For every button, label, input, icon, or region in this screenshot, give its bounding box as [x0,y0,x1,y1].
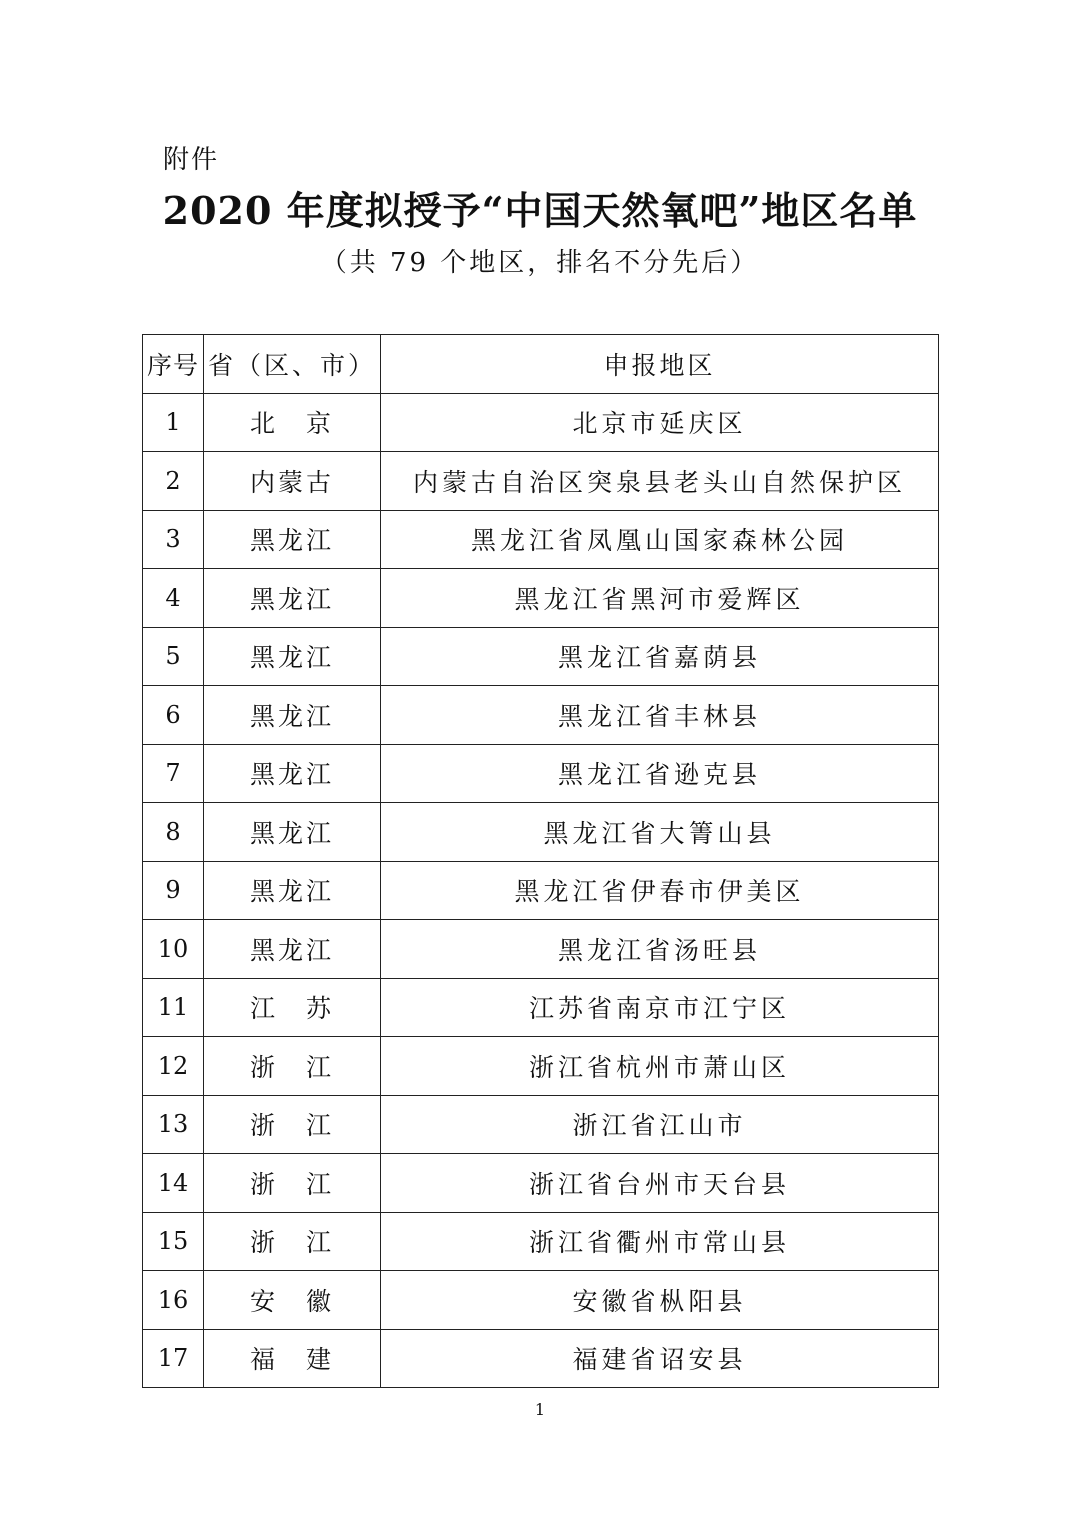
row-serial-number: 13 [143,1095,204,1154]
row-region: 黑龙江省嘉荫县 [381,627,939,686]
row-serial-number: 10 [143,920,204,979]
table-row [143,1329,939,1388]
table-row [143,861,939,920]
row-province: 黑龙江 [204,861,381,920]
row-serial-number: 2 [143,452,204,511]
table-row [143,1154,939,1213]
table-row [143,1095,939,1154]
row-serial-number: 11 [143,978,204,1037]
row-region: 黑龙江省汤旺县 [381,920,939,979]
row-province: 北 京 [204,393,381,452]
row-serial-number: 3 [143,510,204,569]
row-province: 浙 江 [204,1095,381,1154]
table-header-row [143,335,939,394]
row-province: 浙 江 [204,1212,381,1271]
row-region: 黑龙江省伊春市伊美区 [381,861,939,920]
row-serial-number: 4 [143,569,204,628]
table-row [143,1212,939,1271]
row-serial-number: 14 [143,1154,204,1213]
row-serial-number: 5 [143,627,204,686]
table-row [143,393,939,452]
header-province: 省（区、市） [204,335,381,394]
row-province: 黑龙江 [204,569,381,628]
row-province: 内蒙古 [204,452,381,511]
row-region: 北京市延庆区 [381,393,939,452]
row-region: 江苏省南京市江宁区 [381,978,939,1037]
row-region: 浙江省台州市天台县 [381,1154,939,1213]
row-region: 黑龙江省逊克县 [381,744,939,803]
table-row [143,1271,939,1330]
row-region: 浙江省江山市 [381,1095,939,1154]
row-region: 黑龙江省丰林县 [381,686,939,745]
table-row [143,510,939,569]
row-province: 浙 江 [204,1037,381,1096]
row-region: 福建省诏安县 [381,1329,939,1388]
header-region: 申报地区 [381,335,939,394]
table-row [143,978,939,1037]
row-region: 黑龙江省大箐山县 [381,803,939,862]
table-row [143,1037,939,1096]
row-serial-number: 8 [143,803,204,862]
table-row [143,627,939,686]
region-table [142,334,939,1388]
row-province: 江 苏 [204,978,381,1037]
document-title: 2020 年度拟授予“中国天然氧吧”地区名单 [162,188,918,233]
row-province: 安 徽 [204,1271,381,1330]
row-province: 浙 江 [204,1154,381,1213]
attachment-label: 附件 [163,145,220,175]
row-region: 内蒙古自治区突泉县老头山自然保护区 [381,452,939,511]
row-province: 福 建 [204,1329,381,1388]
header-serial-number: 序号 [143,335,204,394]
page-number: 1 [534,1400,546,1419]
row-serial-number: 7 [143,744,204,803]
table-row [143,569,939,628]
row-serial-number: 12 [143,1037,204,1096]
table-row [143,920,939,979]
row-serial-number: 6 [143,686,204,745]
row-region: 黑龙江省黑河市爱辉区 [381,569,939,628]
row-province: 黑龙江 [204,803,381,862]
row-province: 黑龙江 [204,510,381,569]
row-region: 安徽省枞阳县 [381,1271,939,1330]
row-province: 黑龙江 [204,920,381,979]
row-province: 黑龙江 [204,686,381,745]
row-region: 浙江省杭州市萧山区 [381,1037,939,1096]
table-row [143,744,939,803]
table-row [143,686,939,745]
row-serial-number: 16 [143,1271,204,1330]
row-serial-number: 15 [143,1212,204,1271]
table-row [143,452,939,511]
table-row [143,803,939,862]
row-serial-number: 9 [143,861,204,920]
document-subtitle: （共 79 个地区，排名不分先后） [320,248,760,278]
row-serial-number: 1 [143,393,204,452]
row-region: 黑龙江省凤凰山国家森林公园 [381,510,939,569]
row-province: 黑龙江 [204,627,381,686]
row-province: 黑龙江 [204,744,381,803]
row-region: 浙江省衢州市常山县 [381,1212,939,1271]
row-serial-number: 17 [143,1329,204,1388]
